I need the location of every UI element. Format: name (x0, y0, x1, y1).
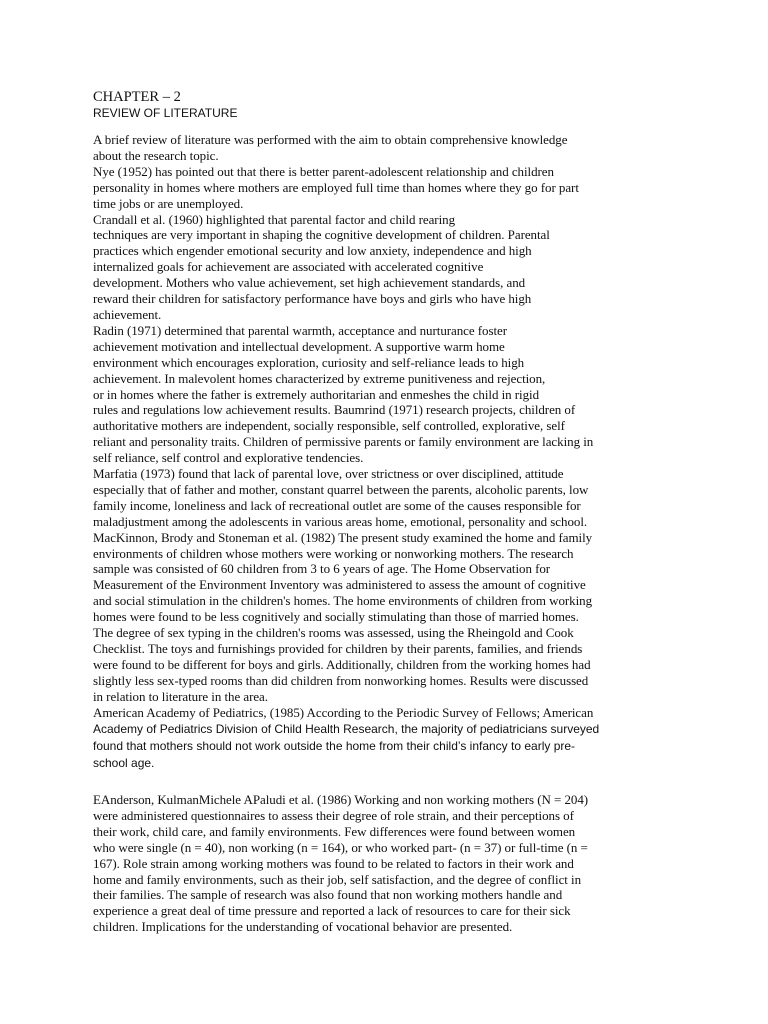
text-line: their work, child care, and family environments. Few differences were found between women (93, 823, 576, 839)
text-line: Measurement of the Environment Inventory was administered to assess the amount of cognitive (93, 577, 586, 593)
text-line: their families. The sample of research was also found that non working mothers handle and (93, 887, 563, 903)
text-line: reward their children for satisfactory performance have boys and girls who have high (93, 291, 532, 307)
text-line: development. Mothers who value achievement, set high achievement standards, and (93, 275, 526, 291)
text-line: found that mothers should not work outside the home from their child’s infancy to early pre- (93, 738, 576, 753)
text-line: environment which encourages exploration, curiosity and self-reliance leads to high (93, 354, 525, 370)
text-line: A brief review of literature was performed with the aim to obtain comprehensive knowledge (93, 132, 568, 147)
text-line: maladjustment among the adolescents in various areas home, emotional, personality and school. (93, 513, 588, 529)
body-text-paragraph-2 (93, 792, 683, 935)
text-line: personality in homes where mothers are employed full time than homes where they go for part (93, 179, 579, 195)
text-line: especially that of father and mother, constant quarrel between the parents, alcoholic parents, low (93, 481, 589, 497)
text-line: were found to be different for boys and girls. Additionally, children from the working homes had (93, 656, 591, 672)
text-line: Nye (1952) has pointed out that there is better parent-adolescent relationship and children (93, 163, 554, 179)
text-line: Marfatia (1973) found that lack of parental love, over strictness or over disciplined, attitude (93, 466, 564, 482)
text-line: Checklist. The toys and furnishings provided for children by their parents, families, and friends (93, 641, 583, 656)
text-line: sample was consisted of 60 children from 3 to 6 years of age. The Home Observation for (93, 561, 551, 577)
text-line: children. Implications for the understanding of vocational behavior are presented. (93, 919, 513, 935)
text-line: authoritative mothers are independent, socially responsible, self controlled, explorative, self (93, 418, 565, 434)
text-line: 167). Role strain among working mothers was found to be related to factors in their work and (93, 855, 574, 871)
text-line: Crandall et al. (1960) highlighted that parental factor and child rearing (93, 211, 456, 227)
text-line: The degree of sex typing in the children's rooms was assessed, using the Rheingold and Cook (93, 625, 574, 641)
text-line: in relation to literature in the area. (93, 688, 268, 704)
chapter-heading: CHAPTER – 2 (93, 89, 181, 105)
text-line: environments of children whose mothers were working or nonworking mothers. The research (93, 545, 574, 561)
text-line: reliant and personality traits. Children of permissive parents or family environment are lacking in (93, 434, 594, 450)
text-line: achievement motivation and intellectual development. A supportive warm home (93, 338, 505, 354)
text-line: family income, loneliness and lack of recreational outlet are some of the causes responsible for (93, 497, 581, 513)
text-line: rules and regulations low achievement results. Baumrind (1971) research projects, children of (93, 402, 576, 418)
text-line: Academy of Pediatrics Division of Child Health Research, the majority of pediatricians surveyed (93, 721, 600, 736)
text-line: home and family environments, such as their job, self satisfaction, and the degree of conflict in (93, 871, 582, 887)
text-line: slightly less sex-typed rooms than did children from nonworking homes. Results were discussed (93, 672, 589, 688)
text-line: achievement. (93, 306, 162, 322)
text-line: time jobs or are unemployed. (93, 195, 244, 211)
text-line: who were single (n = 40), non working (n = 164), or who worked part- (n = 37) or full-time (n = (93, 839, 588, 855)
text-line: achievement. In malevolent homes characterized by extreme punitiveness and rejection, (93, 370, 546, 386)
text-line: American Academy of Pediatrics, (1985) According to the Periodic Survey of Fellows; American (93, 704, 594, 720)
text-line: experience a great deal of time pressure and reported a lack of resources to care for their sick (93, 903, 571, 919)
text-line: and social stimulation in the children's homes. The home environments of children from working (93, 593, 593, 609)
section-title: REVIEW OF LITERATURE (93, 106, 238, 120)
text-line: MacKinnon, Brody and Stoneman et al. (1982) The present study examined the home and family (93, 529, 593, 545)
text-line: Radin (1971) determined that parental warmth, acceptance and nurturance foster (93, 322, 508, 338)
text-line: or in homes where the father is extremely authoritarian and enmeshes the child in rigid (93, 386, 540, 402)
body-text (93, 132, 683, 772)
text-line: school age. (93, 755, 155, 770)
text-line: EAnderson, KulmanMichele APaludi et al. (1986) Working and non working mothers (N = 204) (93, 792, 589, 807)
text-line: homes were found to be less cognitively and socially stimulating than those of married homes. (93, 609, 579, 625)
text-line: internalized goals for achievement are associated with accelerated cognitive (93, 259, 484, 275)
text-line: techniques are very important in shaping the cognitive development of children. Parental (93, 227, 550, 243)
text-line: about the research topic. (93, 147, 219, 163)
text-line: were administered questionnaires to assess their degree of role strain, and their perceptions of (93, 807, 574, 823)
text-line: practices which engender emotional security and low anxiety, independence and high (93, 243, 532, 259)
text-line: self reliance, self control and explorative tendencies. (93, 450, 364, 466)
